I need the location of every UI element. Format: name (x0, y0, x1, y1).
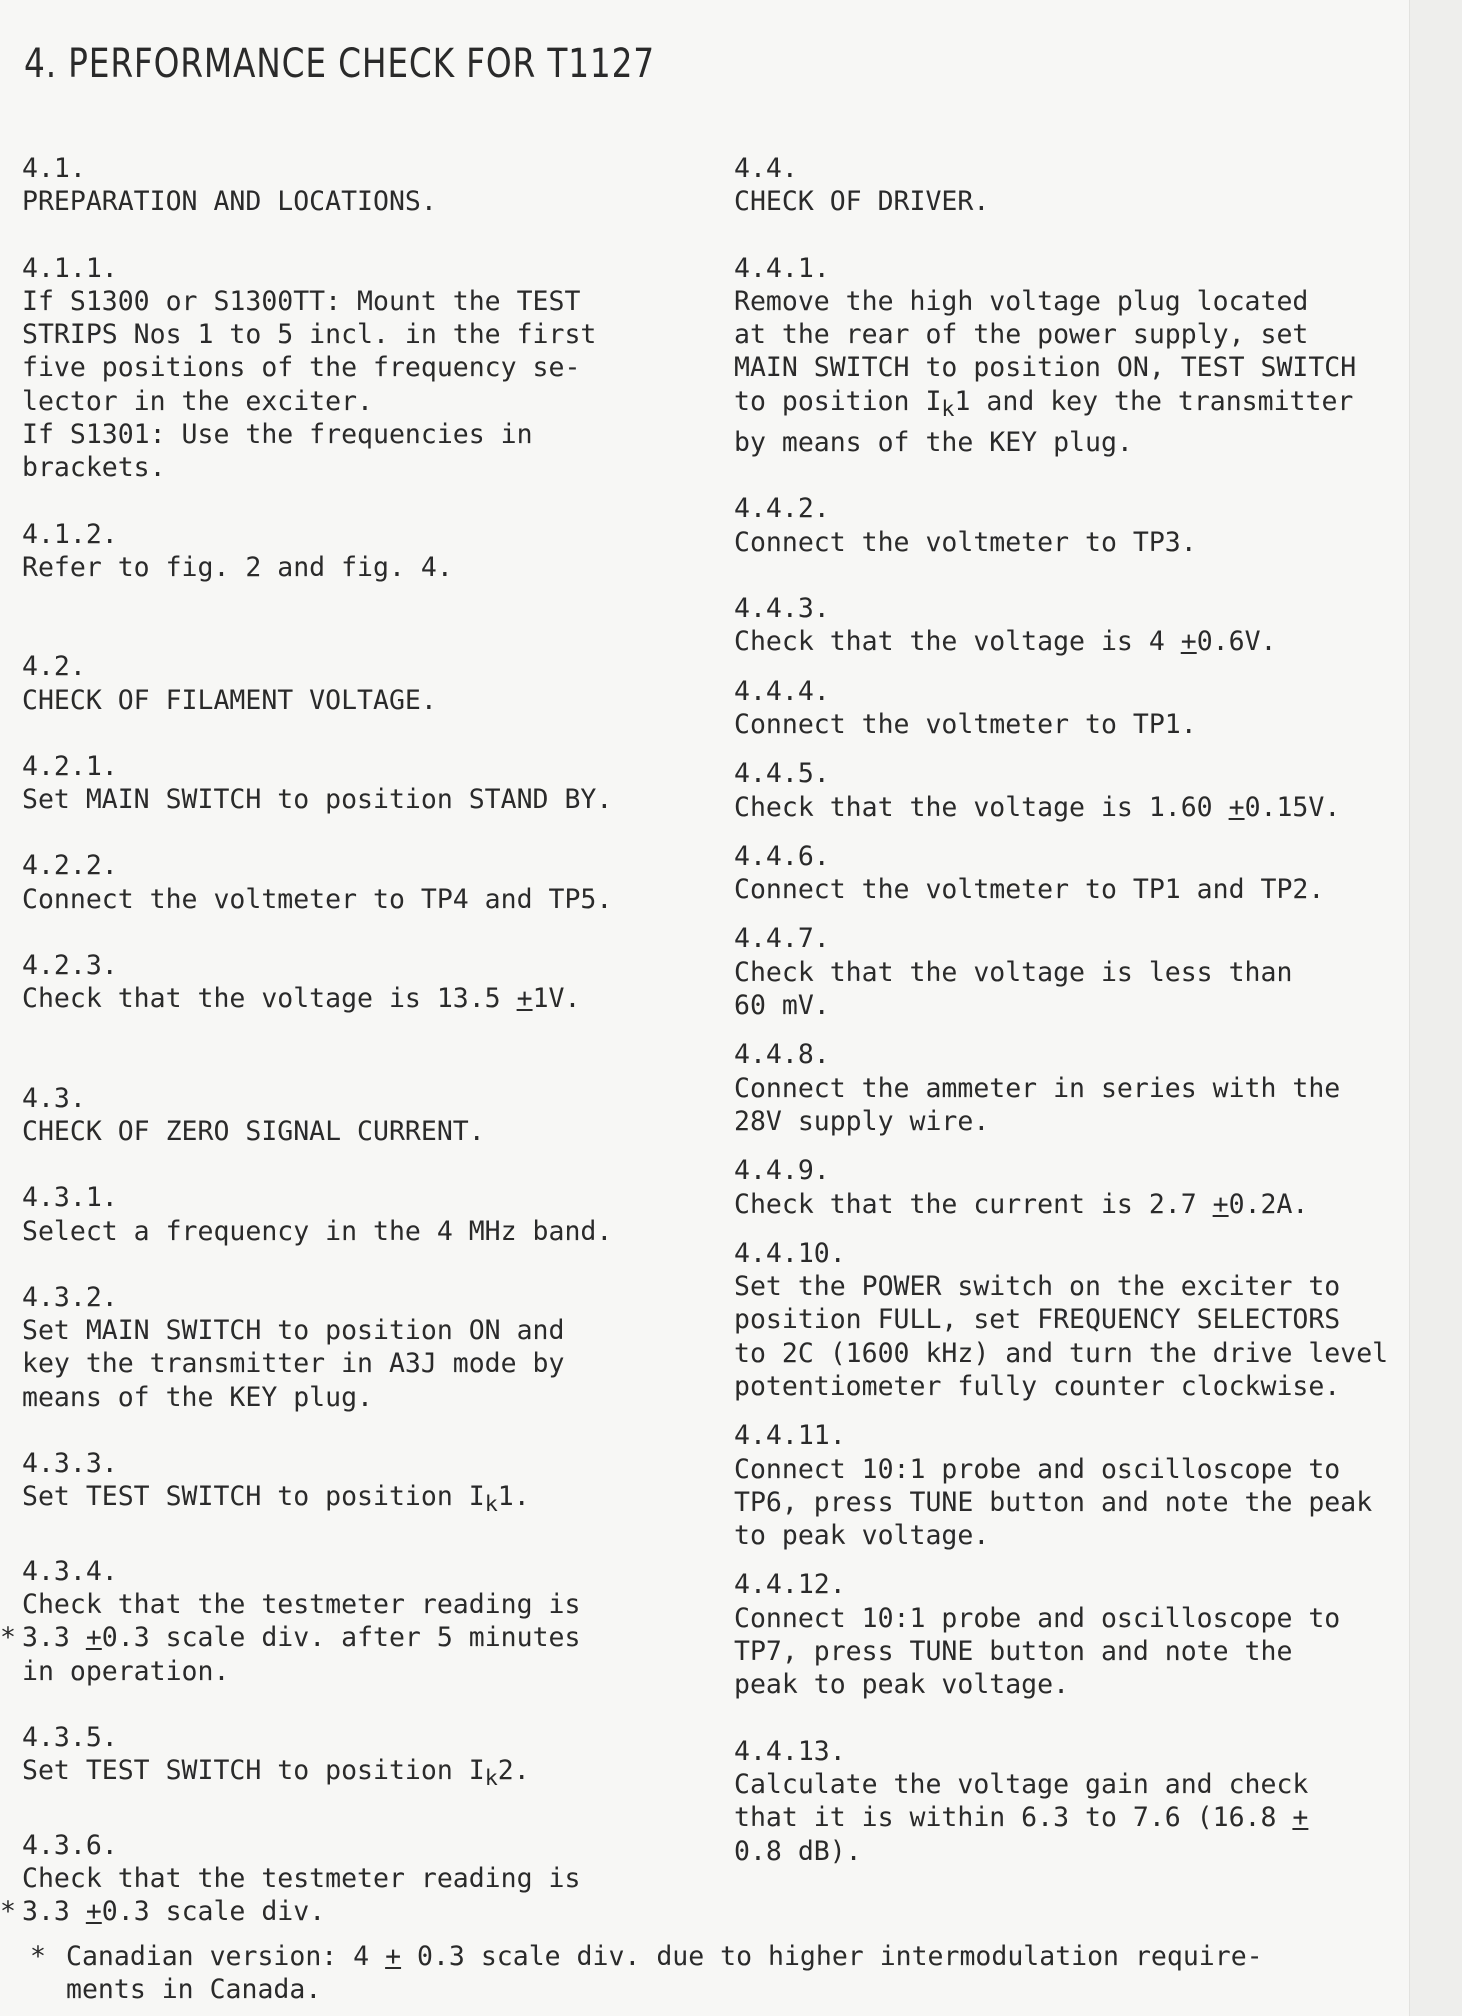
section-4-3-6 (0, 1829, 702, 1929)
section-number: 4.4.4. (734, 675, 830, 707)
section-number: 4.3.2. (22, 1281, 118, 1313)
plus-minus-sign: + (516, 983, 533, 1015)
section-4-4-6 (734, 840, 1454, 907)
section-heading: PREPARATION AND LOCATIONS. (22, 186, 437, 218)
text-part: 3.3 (22, 1896, 86, 1928)
section-4-4-11 (734, 1419, 1454, 1552)
section-4-3-1 (22, 1181, 702, 1248)
section-number: 4.4.3. (734, 593, 830, 625)
plus-minus-sign: + (85, 1622, 102, 1654)
section-text (734, 1768, 1454, 1868)
section-text (734, 285, 1454, 460)
section-number: 4.1. (22, 153, 86, 184)
section-text: Connect the ammeter in series with the 28V supply wire. (734, 1072, 1341, 1137)
section-text: Set MAIN SWITCH to position ON and key the transmitter in A3J mode by means of the KEY plug. (22, 1315, 565, 1413)
section-text: Connect the voltmeter to TP3. (734, 526, 1197, 558)
section-text: Refer to fig. 2 and fig. 4. (22, 551, 453, 583)
section-4-4-12 (734, 1568, 1454, 1701)
section-text (734, 791, 1454, 824)
section-text (0, 1588, 702, 1688)
section-4-3-2 (22, 1281, 702, 1414)
section-text (734, 1188, 1454, 1221)
section-4-4-10 (734, 1237, 1454, 1403)
section-text: Connect 10:1 probe and oscilloscope to TP6, press TUNE button and note the peak to peak voltage. (734, 1453, 1373, 1552)
subscript: k (484, 1766, 498, 1792)
section-4-2-3 (22, 949, 702, 1016)
section-text (0, 1862, 702, 1929)
section-number: 4.4.5. (734, 758, 830, 790)
text-part: 0.8 dB). (734, 1835, 862, 1867)
section-4-1-1 (22, 252, 702, 485)
section-number: 4.4.12. (734, 1569, 846, 1601)
text-part: Remove the high voltage plug located at the rear of the power supply, set MAIN SWITCH to position ON, TEST SWITCH to position I (734, 285, 1357, 417)
text-part: 1. (497, 1481, 530, 1513)
section-text: Connect the voltmeter to TP4 and TP5. (22, 883, 613, 915)
section-number: 4.1.1. (22, 252, 118, 284)
text-part: Check that the testmeter reading is (22, 1588, 581, 1620)
section-text: Check that the voltage is less than 60 mV. (734, 956, 1293, 1022)
text-part: 0.15V. (1244, 791, 1341, 823)
section-4-4-13 (734, 1735, 1454, 1868)
text-part: 1 and key the transmitter by means of the KEY plug. (734, 385, 1354, 459)
plus-minus-sign: + (1292, 1802, 1309, 1834)
text-part: 0.3 scale div. after 5 minutes in operation. (22, 1622, 581, 1687)
text-part: 1V. (532, 983, 581, 1015)
text-part: 0.3 scale div. due to higher intermodulation require- (401, 1941, 1263, 1972)
section-heading: CHECK OF ZERO SIGNAL CURRENT. (22, 1115, 485, 1147)
text-part: Check that the voltage is 13.5 (22, 983, 517, 1015)
section-number: 4.4.13. (734, 1735, 846, 1767)
section-4-3-4 (0, 1555, 702, 1688)
text-part: Check that the testmeter reading is (22, 1862, 581, 1894)
section-number: 4.3.3. (22, 1448, 118, 1480)
section-text: Connect 10:1 probe and oscilloscope to TP7, press TUNE button and note the peak to peak voltage. (734, 1602, 1341, 1701)
section-4-2 (22, 650, 702, 717)
footnote-marker: * (0, 1895, 16, 1927)
left-column (0, 152, 702, 1928)
subscript: k (941, 396, 955, 422)
section-number: 4.2.3. (22, 950, 118, 982)
section-4-4-1 (734, 252, 1454, 460)
text-part: 0.2A. (1228, 1188, 1309, 1220)
section-heading: CHECK OF FILAMENT VOLTAGE. (22, 684, 437, 716)
text-part: 3.3 (22, 1622, 86, 1654)
section-4-1-2 (22, 518, 702, 585)
section-4-4-4 (734, 675, 1454, 742)
section-4-2-1 (22, 750, 702, 817)
section-heading: CHECK OF DRIVER. (734, 186, 990, 218)
section-number: 4.4.10. (734, 1237, 846, 1269)
section-text (734, 625, 1454, 658)
section-number: 4.4.9. (734, 1155, 830, 1187)
section-number: 4.4.7. (734, 923, 830, 955)
text-part: 0.3 scale div. (101, 1896, 326, 1928)
plus-minus-sign: + (385, 1941, 402, 1972)
text-part: Check that the voltage is 4 (734, 626, 1181, 658)
text-part: 2. (497, 1755, 530, 1787)
section-number: 4.3.1. (22, 1182, 118, 1214)
footnote-star: * (30, 1941, 46, 1972)
section-number: 4.4.2. (734, 493, 830, 525)
text-part: Set TEST SWITCH to position I (22, 1481, 485, 1513)
plus-minus-sign: + (85, 1896, 102, 1928)
section-text: Set the POWER switch on the exciter to position FULL, set FREQUENCY SELECTORS to 2C (1600 kHz) and turn the drive level potentiometer fully counter clockwise. (734, 1271, 1389, 1402)
section-number: 4.4.8. (734, 1039, 830, 1071)
section-4-2-2 (22, 849, 702, 916)
section-number: 4.2.2. (22, 850, 118, 882)
section-text: Connect the voltmeter to TP1 and TP2. (734, 874, 1325, 906)
section-text (22, 1480, 702, 1521)
section-number: 4.3.6. (22, 1829, 118, 1861)
section-4-4-7 (734, 922, 1454, 1022)
text-part: Check that the current is 2.7 (734, 1188, 1213, 1220)
section-4-4-5 (734, 757, 1454, 824)
section-number: 4.4. (734, 153, 798, 184)
section-4-3 (22, 1082, 702, 1149)
section-text (22, 982, 702, 1015)
section-4-3-3 (22, 1447, 702, 1522)
section-4-4-2 (734, 492, 1454, 559)
section-text: If S1300 or S1300TT: Mount the TEST STRIPS Nos 1 to 5 incl. in the first five positions of the frequency se- lector in the exciter. If S1301: Use the frequencies in brackets. (22, 285, 597, 484)
section-4-4-3 (734, 592, 1454, 659)
section-number: 4.1.2. (22, 518, 118, 550)
section-4-4-9 (734, 1154, 1454, 1221)
text-part: Calculate the voltage gain and check that it is within 6.3 to 7.6 (16.8 (734, 1768, 1309, 1834)
section-text (22, 1754, 702, 1795)
section-text: Select a frequency in the 4 MHz band. (22, 1215, 613, 1247)
subscript: k (484, 1492, 498, 1518)
section-4-4 (734, 152, 1454, 219)
section-4-4-8 (734, 1038, 1454, 1138)
right-column (734, 152, 1454, 1868)
plus-minus-sign: + (1228, 791, 1245, 823)
section-4-1 (22, 152, 702, 219)
text-part: Check that the voltage is 1.60 (734, 791, 1229, 823)
footnote-continuation: ments in Canada. (66, 1974, 322, 2006)
plus-minus-sign: + (1212, 1188, 1229, 1220)
footnote-marker: * (0, 1621, 16, 1653)
section-text: Set MAIN SWITCH to position STAND BY. (22, 784, 613, 816)
section-text: Connect the voltmeter to TP1. (734, 708, 1197, 740)
text-part: 0.6V. (1196, 626, 1277, 658)
section-4-3-5 (22, 1721, 702, 1796)
page-title: 4. PERFORMANCE CHECK FOR T1127 (24, 40, 655, 87)
section-number: 4.2. (22, 651, 86, 683)
section-number: 4.3.4. (22, 1555, 118, 1587)
section-number: 4.2.1. (22, 750, 118, 782)
section-number: 4.4.11. (734, 1420, 846, 1452)
footnote (30, 1940, 1263, 2007)
section-number: 4.4.1. (734, 252, 830, 284)
section-number: 4.4.6. (734, 840, 830, 872)
plus-minus-sign: + (1180, 626, 1197, 658)
section-number: 4.3. (22, 1082, 86, 1114)
section-number: 4.3.5. (22, 1721, 118, 1753)
text-part: Set TEST SWITCH to position I (22, 1755, 485, 1787)
text-part: Canadian version: 4 (66, 1941, 386, 1972)
